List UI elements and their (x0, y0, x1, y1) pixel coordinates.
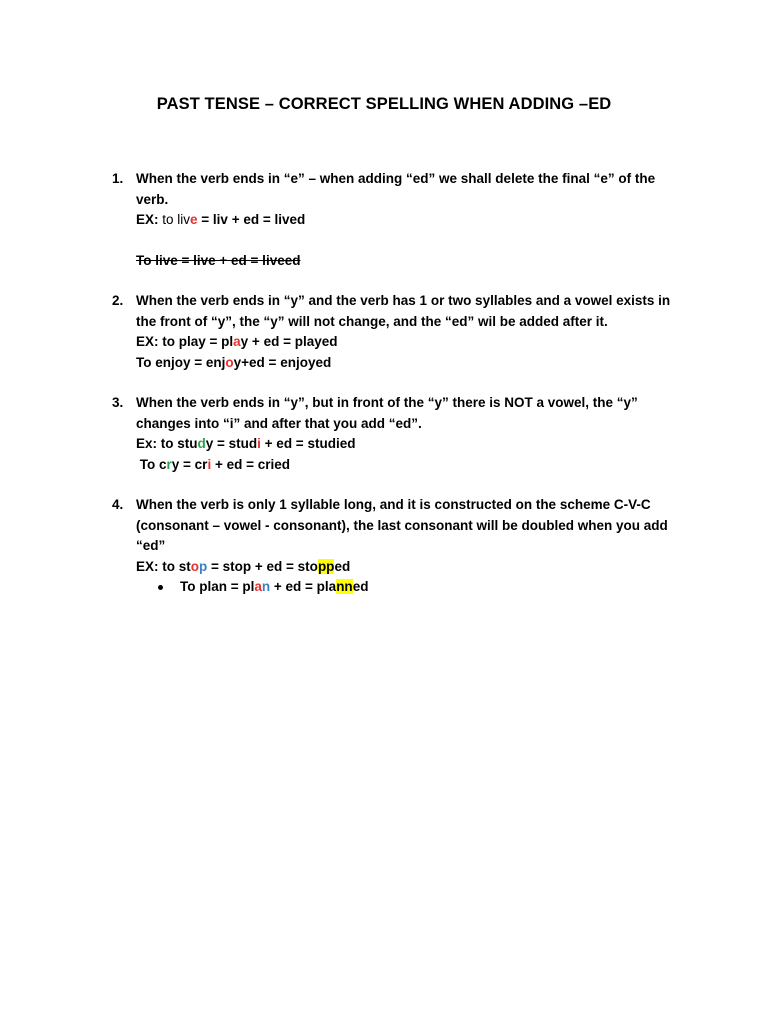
example-text: + ed = pla (270, 579, 337, 594)
example-text: + ed = cried (211, 456, 290, 472)
rule-text-line: When the verb is only 1 syllable long, and it is constructed on the scheme C-V-C (136, 497, 651, 512)
rule-1 (112, 169, 672, 271)
rule-number: 1. (112, 171, 124, 186)
bullet-example (158, 577, 672, 598)
rule-text-line: When the verb ends in “e” – when adding “ed” we shall delete the final “e” of the (136, 171, 656, 186)
doubled-consonant-highlight: pp (317, 558, 335, 574)
example-text: y + ed = played (240, 334, 338, 349)
rule-text-line: verb. (136, 191, 169, 207)
rule-text-line: the front of “y”, the “y” will not change, and the “ed” wil be added after it. (136, 313, 608, 329)
page-title: PAST TENSE – CORRECT SPELLING WHEN ADDING –ED (156, 95, 612, 113)
rule-4 (112, 495, 672, 598)
wrong-example: To live = live + ed = liveed (136, 252, 301, 268)
vowel-highlight: a (254, 579, 262, 594)
example-text: ed (352, 579, 369, 594)
vowel-highlight: a (233, 334, 241, 349)
rule-example (136, 210, 672, 231)
rule-text-line: “ed” (136, 538, 166, 553)
example-text: y+ed = enjoyed (233, 354, 332, 370)
rule-body (136, 291, 672, 373)
rule-example (136, 353, 672, 374)
example-text: To c (136, 456, 167, 472)
rule-example (180, 577, 672, 598)
rule-number: 3. (112, 395, 124, 410)
example-text: EX: to play = pl (136, 334, 234, 349)
final-letter-highlight: e (190, 212, 198, 227)
rule-text-line: When the verb ends in “y”, but in front of the “y” there is NOT a vowel, the “y” (136, 395, 638, 410)
rule-number: 2. (112, 293, 124, 308)
changed-letter-highlight: i (257, 436, 261, 451)
example-text: y = cr (171, 456, 208, 472)
example-text: EX: to st (136, 558, 191, 574)
rule-example (136, 434, 672, 455)
rule-example (136, 557, 672, 578)
rule-number: 4. (112, 497, 124, 512)
rule-body (136, 393, 672, 475)
vowel-highlight: o (190, 558, 200, 574)
rule-example (136, 332, 672, 353)
bullet-icon (158, 585, 163, 590)
rule-example (136, 455, 672, 476)
rule-3 (112, 393, 672, 475)
rule-text-line: When the verb ends in “y” and the verb has 1 or two syllables and a vowel exists in (136, 293, 671, 308)
rule-text-line: (consonant – vowel - consonant), the last consonant will be doubled when you add (136, 517, 668, 533)
example-text: y = stud (205, 436, 258, 451)
example-text: = stop + ed = sto (207, 558, 318, 574)
doubled-consonant-highlight: nn (336, 579, 353, 594)
consonant-highlight: d (197, 436, 206, 451)
rule-2 (112, 291, 672, 373)
rule-body (136, 495, 672, 598)
example-rest: = liv + ed = lived (197, 212, 306, 227)
rule-body (136, 169, 672, 271)
example-text: To plan = pl (180, 579, 255, 594)
example-text: To enjoy = enj (136, 354, 226, 370)
example-text: Ex: to stu (136, 436, 198, 451)
example-prefix: EX: (136, 212, 163, 227)
changed-letter-highlight: i (207, 456, 212, 472)
consonant-highlight: n (261, 579, 271, 594)
consonant-highlight: r (166, 456, 172, 472)
example-text: ed (334, 558, 351, 574)
example-verb: to liv (162, 212, 191, 227)
example-text: + ed = studied (260, 436, 356, 451)
rule-text-line: changes into “i” and after that you add “ed”. (136, 415, 422, 431)
vowel-highlight: o (225, 354, 234, 370)
consonant-highlight: p (199, 558, 208, 574)
